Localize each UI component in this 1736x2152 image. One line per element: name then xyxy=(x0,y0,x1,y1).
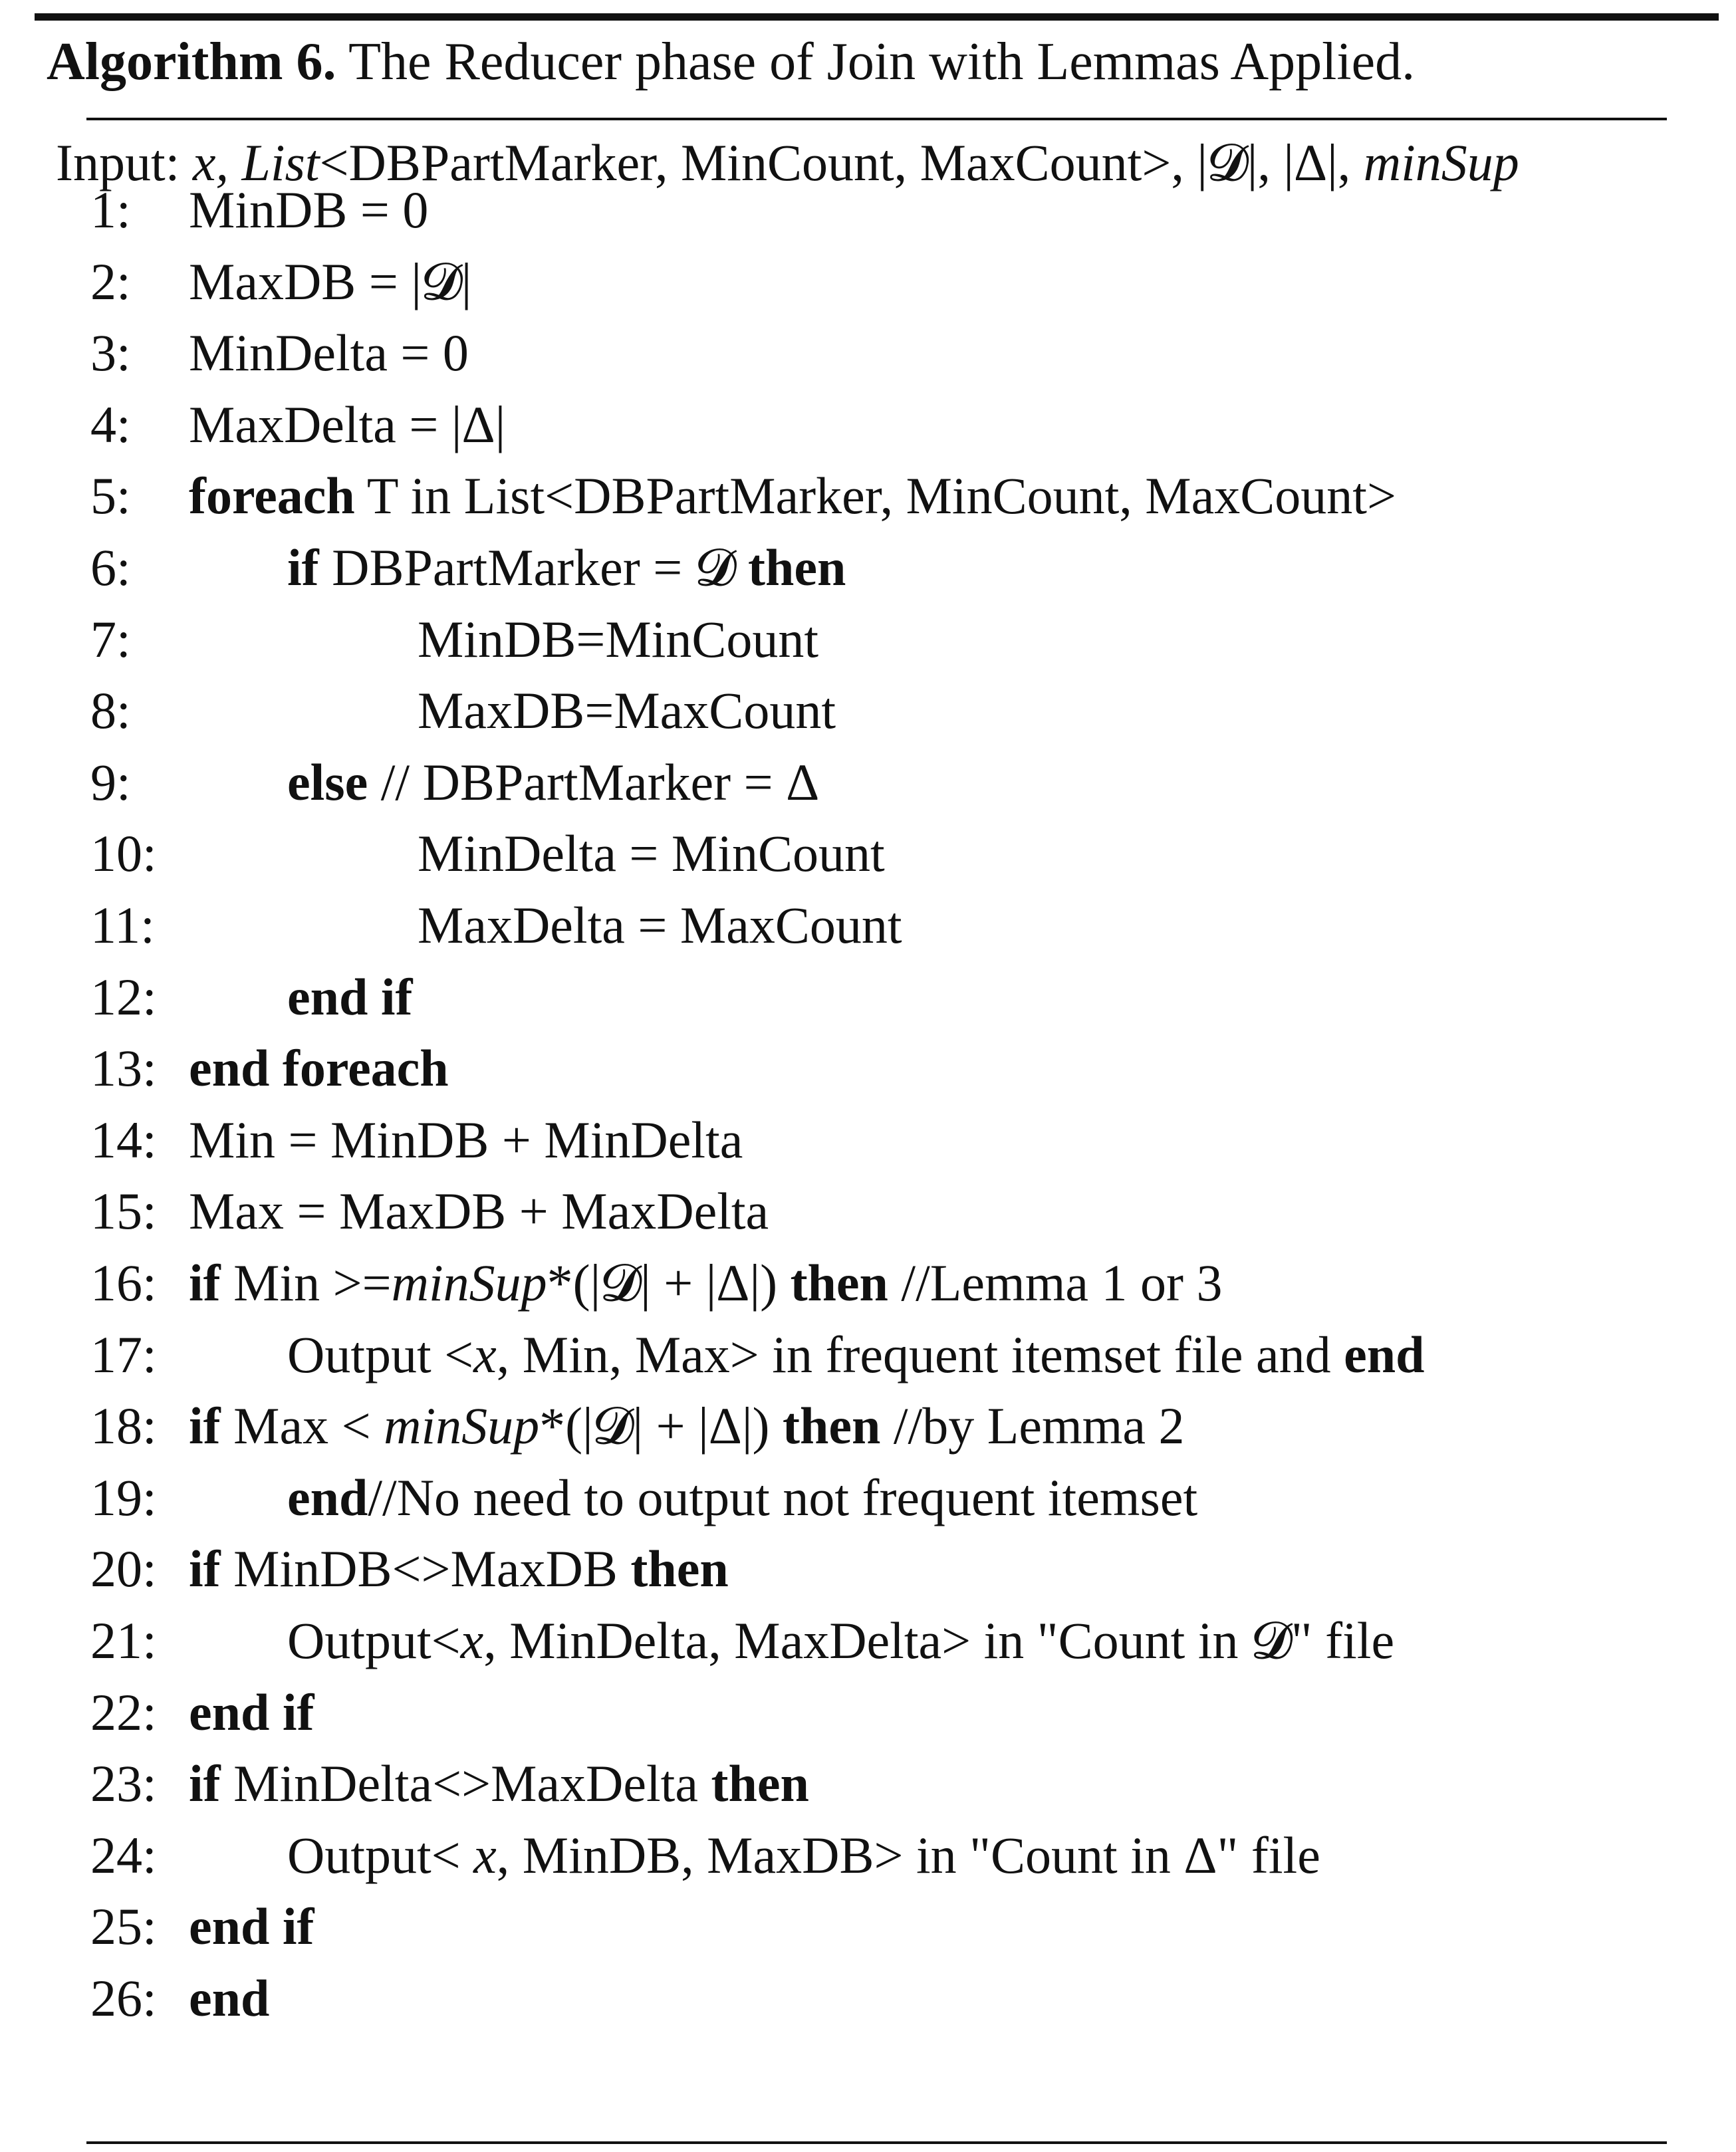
line-number: 12: xyxy=(90,967,157,1026)
line-code xyxy=(189,1031,449,1105)
code-line xyxy=(0,388,1736,461)
line-code xyxy=(189,1103,743,1177)
code-line xyxy=(0,531,1736,604)
line-number: 25: xyxy=(90,1897,157,1956)
code-line xyxy=(0,459,1736,533)
line-number: 1: xyxy=(90,181,131,239)
code-text: //Lemma 1 or 3 xyxy=(888,1254,1223,1312)
code-text: MinDB=MinCount xyxy=(418,610,819,668)
code-text: MaxDB = |𝓓| xyxy=(189,252,472,310)
line-code xyxy=(287,1818,1320,1892)
italic-token: x xyxy=(473,1826,497,1884)
code-text: , Min, Max> in frequent itemset file and xyxy=(496,1325,1344,1383)
line-number: 7: xyxy=(90,610,131,668)
keyword: if xyxy=(287,538,319,596)
code-line xyxy=(0,1889,1736,1963)
algorithm-label: Algorithm 6. xyxy=(47,33,336,91)
keyword: if xyxy=(189,1254,221,1312)
code-line xyxy=(0,1318,1736,1391)
line-code xyxy=(189,1174,769,1248)
code-text: MaxDB=MaxCount xyxy=(418,681,836,740)
line-number: 13: xyxy=(90,1039,157,1098)
line-number: 6: xyxy=(90,538,131,596)
code-text: MinDelta = MinCount xyxy=(418,824,885,883)
line-code xyxy=(189,1675,314,1749)
algorithm-caption xyxy=(47,25,1415,98)
algorithm-title: The Reducer phase of Join with Lemmas Applied. xyxy=(348,33,1416,91)
line-number: 14: xyxy=(90,1110,157,1169)
italic-token: x xyxy=(460,1612,484,1669)
code-text: //by Lemma 2 xyxy=(880,1397,1185,1455)
keyword: end xyxy=(189,1969,270,2027)
italic-token: x, List xyxy=(192,134,320,191)
code-text: Min = MinDB + MinDelta xyxy=(189,1110,743,1169)
line-number: 8: xyxy=(90,681,131,740)
keyword: end if xyxy=(189,1897,314,1956)
code-line xyxy=(0,1246,1736,1320)
keyword: then xyxy=(630,1540,729,1598)
line-number: 18: xyxy=(90,1397,157,1455)
line-code xyxy=(287,1461,1197,1534)
code-line xyxy=(0,673,1736,747)
line-code xyxy=(287,1604,1394,1677)
line-code xyxy=(189,316,469,390)
code-line xyxy=(0,173,1736,247)
keyword: end xyxy=(287,1468,368,1526)
keyword: end if xyxy=(189,1683,314,1741)
line-code xyxy=(189,245,471,318)
code-text: , MinDelta, MaxDelta> in "Count in 𝓓" file xyxy=(483,1612,1395,1669)
line-code xyxy=(418,673,836,747)
code-text: Output< xyxy=(287,1612,461,1669)
line-code xyxy=(189,459,1396,533)
code-line xyxy=(0,960,1736,1034)
code-line xyxy=(0,888,1736,962)
code-text: Output < xyxy=(287,1325,474,1383)
keyword: then xyxy=(783,1397,881,1455)
line-code xyxy=(189,1746,809,1820)
code-text: T in List<DBPartMarker, MinCount, MaxCount> xyxy=(354,467,1396,525)
code-text: Min >= xyxy=(220,1254,392,1312)
code-text: MaxDelta = |Δ| xyxy=(189,395,506,453)
keyword: end foreach xyxy=(189,1039,449,1098)
line-code xyxy=(189,1246,1222,1320)
line-number: 5: xyxy=(90,467,131,525)
keyword: if xyxy=(189,1754,221,1813)
keyword: end xyxy=(1344,1325,1425,1383)
code-text: *(|𝓓| + |Δ|) xyxy=(547,1254,791,1312)
line-code xyxy=(189,1889,314,1963)
line-number: 9: xyxy=(90,753,131,811)
code-text: <DBPartMarker, MinCount, MaxCount>, |𝓓|, |Δ|, xyxy=(319,134,1364,191)
line-code xyxy=(287,531,846,604)
code-line xyxy=(0,745,1736,819)
code-line xyxy=(0,1604,1736,1677)
line-number: 23: xyxy=(90,1754,157,1813)
keyword: then xyxy=(790,1254,888,1312)
line-number: 20: xyxy=(90,1540,157,1598)
line-number: 15: xyxy=(90,1182,157,1241)
italic-token: x xyxy=(473,1325,497,1383)
line-code xyxy=(189,388,505,461)
line-number: 26: xyxy=(90,1969,157,2027)
code-line xyxy=(0,1532,1736,1606)
keyword: then xyxy=(711,1754,809,1813)
keyword: then xyxy=(748,538,846,596)
line-code xyxy=(189,173,428,247)
keyword: foreach xyxy=(189,467,355,525)
code-text: , MinDB, MaxDB> in "Count in Δ" file xyxy=(496,1826,1320,1884)
line-number: 24: xyxy=(90,1826,157,1884)
code-text: // DBPartMarker = Δ xyxy=(368,753,820,811)
code-line xyxy=(0,1818,1736,1892)
keyword: end if xyxy=(287,967,413,1026)
top-rule xyxy=(35,13,1719,21)
line-code xyxy=(189,1961,269,2035)
code-text: MinDelta = 0 xyxy=(189,324,469,382)
code-line xyxy=(0,1675,1736,1749)
keyword: if xyxy=(189,1540,221,1598)
code-text: Max < xyxy=(220,1397,384,1455)
keyword: if xyxy=(189,1397,221,1455)
bottom-rule xyxy=(86,2141,1667,2144)
code-text: Output< xyxy=(287,1826,474,1884)
code-text: Max = MaxDB + MaxDelta xyxy=(189,1182,769,1241)
keyword: else xyxy=(287,753,368,811)
line-code xyxy=(287,1318,1425,1391)
code-text: DBPartMarker = 𝓓 xyxy=(318,538,749,596)
code-text: *(|𝓓| + |Δ|) xyxy=(539,1397,783,1455)
line-number: 17: xyxy=(90,1325,157,1383)
code-text: MinDB = 0 xyxy=(189,181,429,239)
line-code xyxy=(189,1532,729,1606)
code-line xyxy=(0,1103,1736,1177)
line-number: 21: xyxy=(90,1612,157,1669)
code-line xyxy=(0,1961,1736,2035)
line-number: 4: xyxy=(90,395,131,453)
code-line xyxy=(0,316,1736,390)
code-text: MinDelta<>MaxDelta xyxy=(220,1754,711,1813)
code-line xyxy=(0,1461,1736,1534)
input-label: Input: xyxy=(56,134,180,191)
line-code xyxy=(418,888,902,962)
line-code xyxy=(189,1389,1184,1463)
code-line xyxy=(0,1174,1736,1248)
code-line xyxy=(0,602,1736,676)
code-line xyxy=(0,1389,1736,1463)
line-code xyxy=(287,960,413,1034)
line-number: 16: xyxy=(90,1254,157,1312)
code-line xyxy=(0,1746,1736,1820)
italic-token: minSup xyxy=(384,1397,540,1455)
line-number: 22: xyxy=(90,1683,157,1741)
line-number: 2: xyxy=(90,252,131,310)
code-line xyxy=(0,245,1736,318)
line-number: 3: xyxy=(90,324,131,382)
italic-token: minSup xyxy=(1363,134,1519,191)
caption-divider xyxy=(86,118,1667,120)
line-code xyxy=(418,602,818,676)
code-line xyxy=(0,1031,1736,1105)
code-text: //No need to output not frequent itemset xyxy=(368,1468,1198,1526)
code-line xyxy=(0,816,1736,890)
line-number: 11: xyxy=(90,896,155,954)
italic-token: minSup xyxy=(391,1254,547,1312)
line-number: 10: xyxy=(90,824,157,883)
line-code xyxy=(418,816,885,890)
line-number: 19: xyxy=(90,1468,157,1526)
line-code xyxy=(287,745,819,819)
code-text: MaxDelta = MaxCount xyxy=(418,896,902,954)
code-text: MinDB<>MaxDB xyxy=(220,1540,631,1598)
